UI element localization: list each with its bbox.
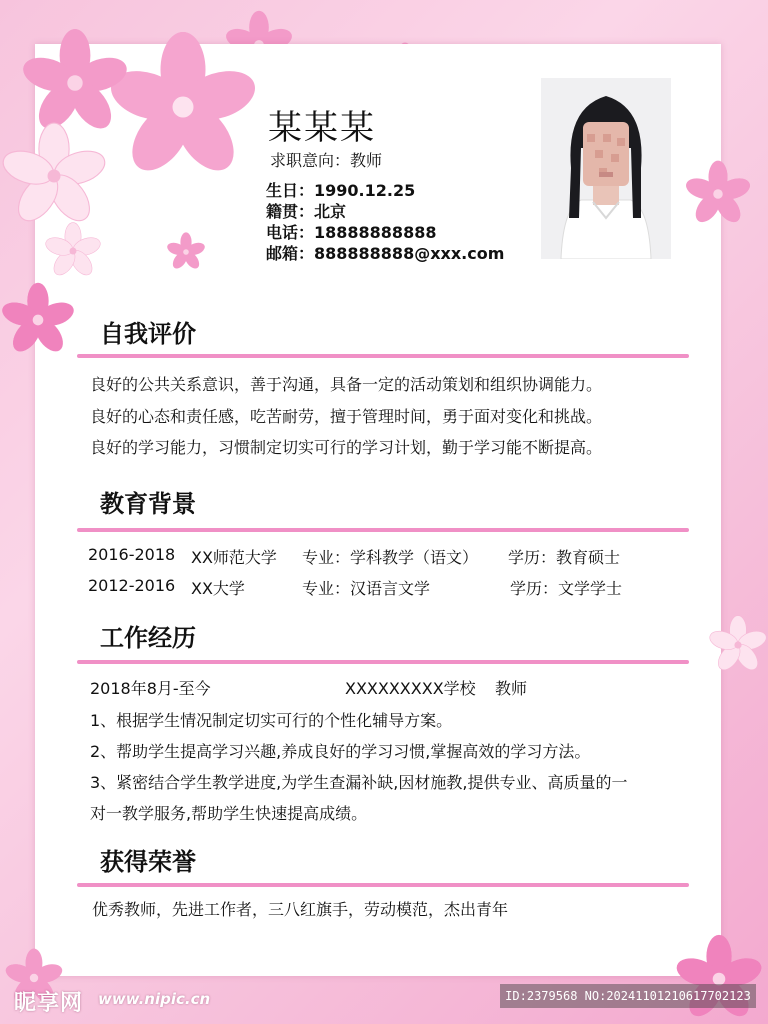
work-school: XXXXXXXXX学校: [345, 679, 476, 698]
section-divider: [77, 354, 689, 358]
honors-text: 优秀教师，先进工作者，三八红旗手，劳动模范，杰出青年: [92, 900, 509, 919]
applicant-name: 某某某: [268, 108, 376, 148]
flower-decoration: [672, 934, 766, 1024]
email: 邮箱：888888888@xxx.com: [266, 244, 505, 263]
education-school: XX大学: [191, 579, 245, 598]
section-divider: [77, 883, 689, 887]
section-divider: [77, 528, 689, 532]
work-item: 对一教学服务,帮助学生快速提高成绩。: [90, 804, 368, 823]
job-intent: 求职意向：教师: [270, 151, 383, 170]
hometown: 籍贯：北京: [266, 202, 347, 221]
personal-info: [266, 180, 504, 264]
section-title-education: 教育背景: [100, 490, 196, 518]
self-evaluation-line: 良好的公共关系意识，善于沟通，具备一定的活动策划和组织协调能力。: [90, 375, 603, 394]
birthday: 生日：1990.12.25: [266, 181, 416, 200]
section-divider: [77, 660, 689, 664]
flower-decoration: [684, 160, 752, 228]
flower-decoration: [108, 32, 258, 182]
education-major: 专业：汉语言文学: [302, 579, 431, 598]
flower-decoration: [708, 600, 768, 690]
education-major: 专业：学科教学（语文）: [302, 548, 479, 567]
section-title-work: 工作经历: [100, 624, 196, 652]
flower-decoration: [0, 282, 76, 358]
profile-photo: [541, 78, 671, 259]
education-degree: 学历：文学学士: [510, 579, 623, 598]
education-degree: 学历：教育硕士: [508, 548, 621, 567]
work-role: 教师: [495, 679, 528, 698]
self-evaluation-line: 良好的心态和责任感，吃苦耐劳，擅于管理时间，勇于面对变化和挑战。: [90, 407, 603, 426]
flower-decoration: [166, 232, 206, 272]
work-item: 1、根据学生情况制定切实可行的个性化辅导方案。: [90, 711, 453, 730]
flower-decoration: [0, 122, 108, 230]
section-title-honors: 获得荣誉: [100, 848, 196, 876]
education-period: 2016-2018: [88, 545, 176, 564]
work-item: 2、帮助学生提高学习兴趣,养成良好的学习习惯,掌握高效的学习方法。: [90, 742, 591, 761]
watermark-url: www.nipic.cn: [98, 990, 211, 1008]
watermark-logo: 昵享网: [14, 991, 84, 1016]
section-title-self-evaluation: 自我评价: [100, 320, 196, 348]
education-period: 2012-2016: [88, 576, 176, 595]
image-id-label: ID:2379568 NO:20241101210617702123: [500, 984, 756, 1008]
portrait-image: [541, 78, 671, 259]
self-evaluation-line: 良好的学习能力，习惯制定切实可行的学习计划，勤于学习能不断提高。: [90, 438, 603, 457]
education-school: XX师范大学: [191, 548, 277, 567]
phone: 电话：18888888888: [266, 223, 437, 242]
work-item: 3、紧密结合学生教学进度,为学生查漏补缺,因材施教,提供专业、高质量的一: [90, 773, 628, 792]
work-period: 2018年8月-至今: [90, 679, 211, 698]
flower-decoration: [44, 222, 102, 280]
